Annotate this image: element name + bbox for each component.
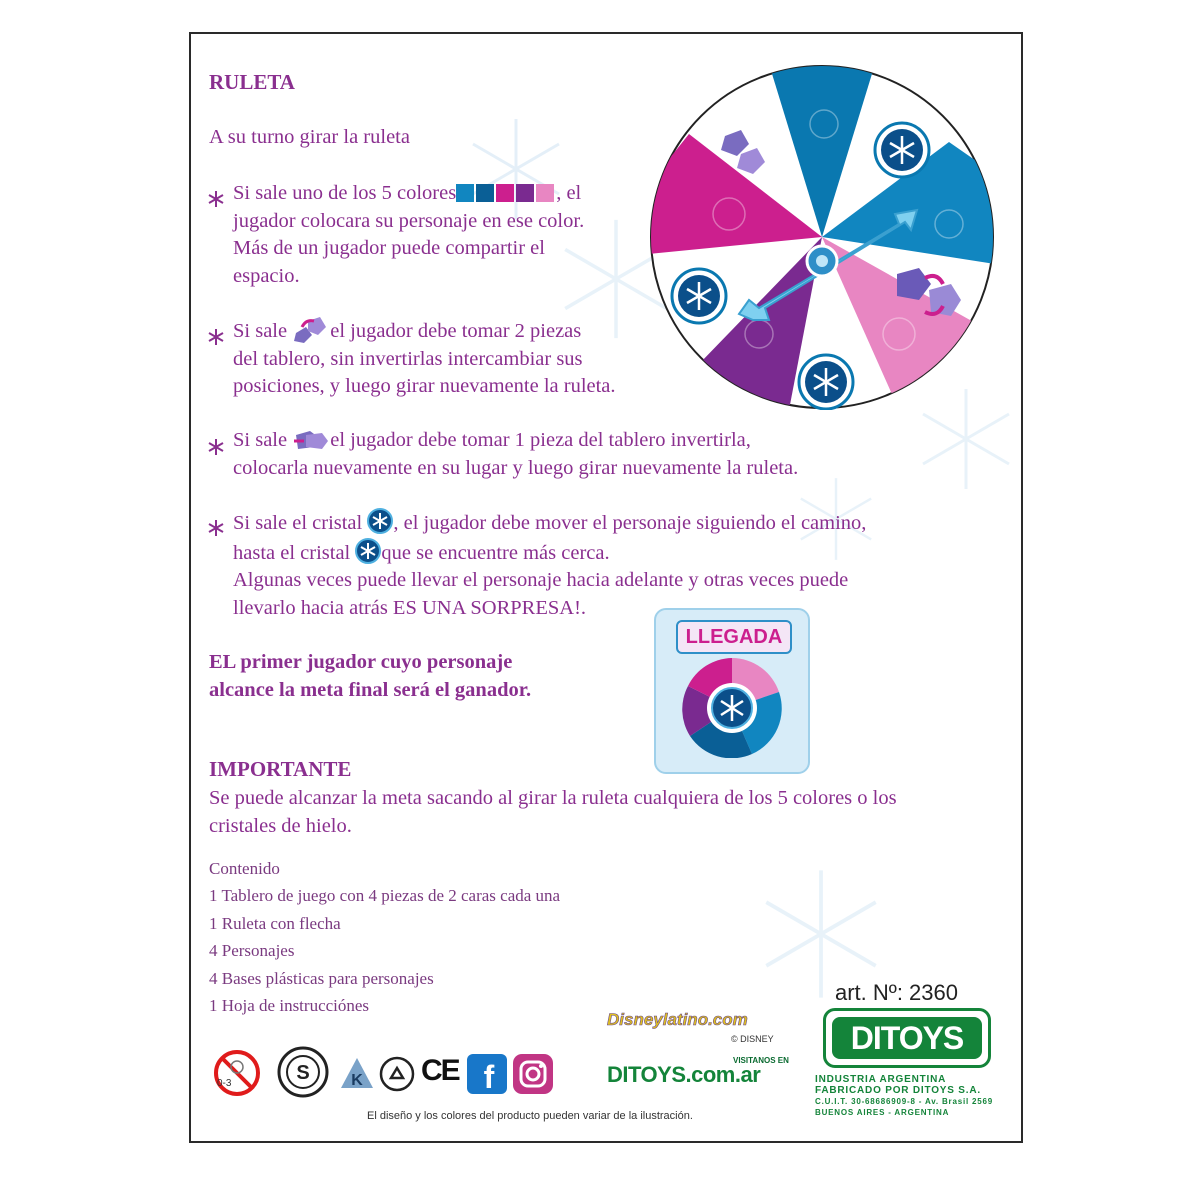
company-line: C.U.I.T. 30-68686909-8 - Av. Brasil 2569 <box>815 1097 994 1106</box>
disney-copyright: © DISNEY <box>731 1034 774 1044</box>
rule-crystal-text-d: que se encuentre más cerca. <box>381 541 610 564</box>
disclaimer: El diseño y los colores del producto pueden variar de la ilustración. <box>367 1110 693 1122</box>
flip-piece-icon <box>292 429 330 451</box>
rule-swap-line1 <box>233 317 693 346</box>
list-item: 1 Ruleta con flecha <box>209 913 341 933</box>
crystal-badge-icon <box>799 355 853 409</box>
winner-text <box>209 648 531 704</box>
finish-tile-wheel <box>682 658 782 758</box>
importante-line2: cristales de hielo. <box>209 814 352 837</box>
rule-flip-text-b: el jugador debe tomar 1 pieza del tablero invertirla, <box>330 429 751 451</box>
color-swatches <box>456 182 556 204</box>
swatch-magenta <box>496 184 514 202</box>
swatch-dark-blue <box>476 184 494 202</box>
list-item: 4 Personajes <box>209 941 295 960</box>
site-link[interactable]: DITOYS.com.ar <box>607 1062 761 1087</box>
rule-swap-text-a: Si sale <box>233 320 288 342</box>
crystal-icon <box>355 538 381 564</box>
section-title-ruleta: RULETA <box>209 70 295 94</box>
section-title-contenido: Contenido <box>209 859 280 878</box>
rule-flip <box>233 427 973 482</box>
ce-mark-icon: CE <box>421 1054 459 1087</box>
rule-crystal <box>233 508 993 622</box>
rule-crystal-line3: Algunas veces puede llevar el personaje hacia adelante y otras veces puede <box>233 569 849 591</box>
intro-text: A su turno girar la ruleta <box>209 126 410 148</box>
rule-crystal-line2 <box>233 538 993 568</box>
snowflake-bullet-icon <box>207 519 225 537</box>
crystal-badge-icon <box>875 123 929 177</box>
crystal-icon <box>367 508 393 534</box>
rule-flip-line2: colocarla nuevamente en su lugar y luego girar nuevamente la ruleta. <box>233 456 799 479</box>
list-item: 4 Bases plásticas para personajes <box>209 968 434 988</box>
contents-list <box>209 882 709 1020</box>
rule-colors <box>233 180 673 290</box>
svg-text:K: K <box>351 1072 363 1089</box>
rule-colors-text-a: Si sale uno de los 5 colores <box>233 182 457 204</box>
rule-swap-text-b: el jugador debe tomar 2 piezas <box>330 320 582 342</box>
importante-text <box>209 785 1009 840</box>
crystal-badge-icon <box>672 269 726 323</box>
recycle-icon <box>379 1056 415 1092</box>
disney-logo: Disneylatino.com <box>607 1010 748 1029</box>
winner-line2: alcance la meta final será el ganador. <box>209 679 532 701</box>
rule-crystal-text-c: hasta el cristal <box>233 541 351 564</box>
rule-swap-line2: del tablero, sin invertirlas intercambiar sus <box>233 347 583 370</box>
section-title-importante: IMPORTANTE <box>209 757 352 781</box>
age-warning-icon <box>209 1050 265 1096</box>
rule-crystal-text-a: Si sale el cristal <box>233 512 363 534</box>
svg-text:f: f <box>483 1059 495 1094</box>
rule-crystal-line1 <box>233 508 993 538</box>
snowflake-bullet-icon <box>207 328 225 346</box>
swatch-violet <box>516 184 534 202</box>
rule-colors-text-b: , el <box>556 182 582 204</box>
rule-colors-line4: espacio. <box>233 264 300 287</box>
rule-flip-text-a: Si sale <box>233 429 288 451</box>
rule-flip-line1 <box>233 427 973 455</box>
icon-row <box>209 1046 569 1098</box>
rule-swap-line3: posiciones, y luego girar nuevamente la ruleta. <box>233 375 616 397</box>
rule-colors-line3: Más de un jugador puede compartir el <box>233 237 545 259</box>
list-item: 1 Tablero de juego con 4 piezas de 2 caras cada una <box>209 886 561 905</box>
roulette-wheel <box>649 64 995 410</box>
company-line: BUENOS AIRES - ARGENTINA <box>815 1108 950 1117</box>
snowflake-bullet-icon <box>207 190 225 208</box>
instagram-icon[interactable] <box>513 1054 553 1094</box>
ditoys-brand: DITOYS <box>832 1017 982 1059</box>
age-label: 0-3 <box>217 1078 232 1089</box>
instruction-sheet <box>189 32 1023 1143</box>
rule-colors-line1 <box>233 180 673 208</box>
finish-tile <box>654 608 810 774</box>
ditoys-logo <box>823 1008 991 1068</box>
rule-colors-line2: jugador colocara su personaje en ese color. <box>233 209 585 232</box>
svg-text:S: S <box>296 1062 310 1084</box>
swap-pieces-icon <box>292 317 330 343</box>
swatch-pink <box>536 184 554 202</box>
k-mark-icon <box>339 1056 375 1090</box>
list-item: 1 Hoja de instrucciónes <box>209 996 370 1015</box>
facebook-icon[interactable] <box>467 1054 507 1094</box>
visit-label: VISITANOS EN <box>733 1056 789 1065</box>
article-number: art. Nº: 2360 <box>835 980 958 1005</box>
winner-line1: EL primer jugador cuyo personaje <box>209 651 513 673</box>
company-line: FABRICADO POR DITOYS S.A. <box>815 1085 981 1096</box>
company-info <box>815 1074 1005 1118</box>
rule-crystal-text-b: , el jugador debe mover el personaje siguiendo el camino, <box>393 512 867 534</box>
rule-crystal-line4: llevarlo hacia atrás ES UNA SORPRESA!. <box>233 596 587 619</box>
finish-tile-label: LLEGADA <box>676 620 792 654</box>
rule-swap <box>233 317 693 401</box>
importante-line1: Se puede alcanzar la meta sacando al girar la ruleta cualquiera de los 5 colores o los <box>209 787 897 809</box>
snowflake-bullet-icon <box>207 438 225 456</box>
swatch-blue <box>456 184 474 202</box>
company-line: INDUSTRIA ARGENTINA <box>815 1074 947 1085</box>
safety-seal-icon <box>273 1046 333 1098</box>
